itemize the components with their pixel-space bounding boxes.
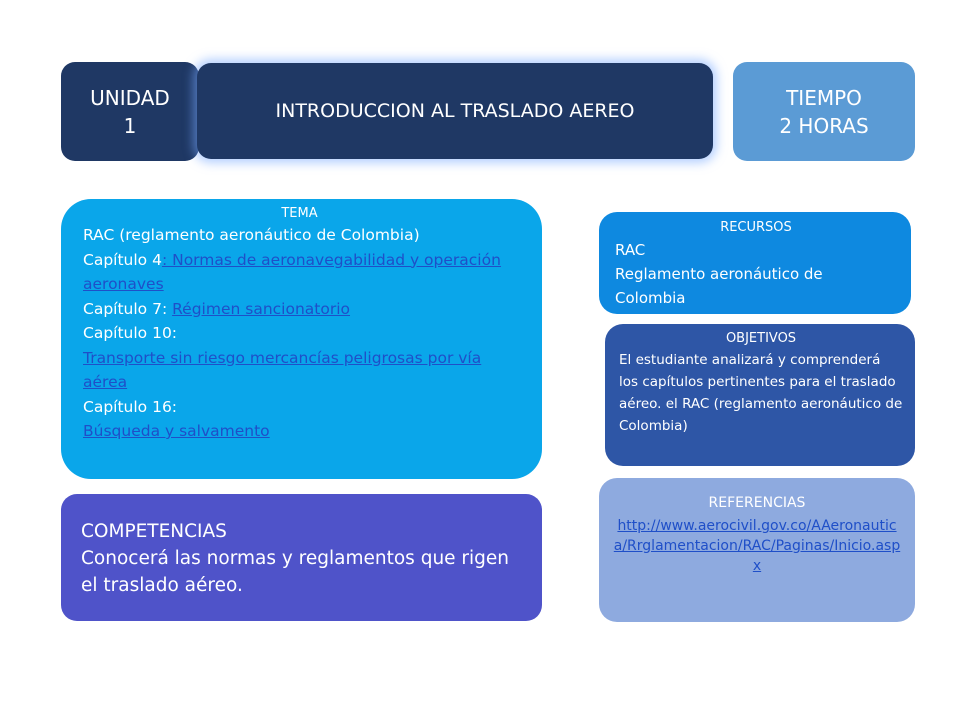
tema-cap7 xyxy=(83,297,516,322)
referencias-heading: REFERENCIAS xyxy=(708,495,806,511)
recursos-item-reglamento: Reglamento aeronáutico de Colombia xyxy=(615,265,823,307)
cap16-link[interactable]: Búsqueda y salvamento xyxy=(83,422,270,440)
tema-box xyxy=(61,199,542,479)
objetivos-text: El estudiante analizará y comprenderá los capítulos pertinentes para el traslado aéreo. el RAC (reglamento aeronáutico de Colombia) xyxy=(619,352,903,434)
tema-rac: RAC (reglamento aeronáutico de Colombia) xyxy=(83,226,420,244)
tiempo-value: 2 HORAS xyxy=(779,113,869,138)
page-title: INTRODUCCION AL TRASLADO AEREO xyxy=(275,100,635,122)
recursos-item-rac: RAC xyxy=(615,241,646,259)
cap10-label: Capítulo 10: xyxy=(83,324,178,342)
competencias-heading: COMPETENCIAS xyxy=(81,521,227,542)
tema-cap4 xyxy=(83,248,516,297)
tiempo-label: TIEMPO xyxy=(786,85,862,110)
objetivos-heading: OBJETIVOS xyxy=(725,331,797,346)
cap7-label: Capítulo 7: xyxy=(83,299,173,318)
unidad-box xyxy=(61,62,199,161)
cap10-link[interactable]: Transporte sin riesgo mercancías peligrosas por vía aérea xyxy=(83,348,482,391)
competencias-text: Conocerá las normas y reglamentos que rigen el traslado aéreo. xyxy=(81,548,510,596)
title-box xyxy=(197,63,713,159)
cap4-label: Capítulo 4 xyxy=(83,250,162,269)
competencias-box xyxy=(61,494,542,621)
recursos-heading: RECURSOS xyxy=(720,220,792,235)
unidad-number: 1 xyxy=(123,113,137,138)
referencias-link[interactable]: http://www.aerocivil.gov.co/AAeronautica/Rrglamentacion/RAC/Paginas/Inicio.aspx xyxy=(613,518,901,574)
recursos-box xyxy=(599,212,911,314)
referencias-box xyxy=(599,478,915,622)
cap7-link[interactable]: Régimen sancionatorio xyxy=(172,299,351,318)
cap16-label: Capítulo 16: xyxy=(83,397,178,416)
tema-heading: TEMA xyxy=(281,206,318,221)
tiempo-box xyxy=(733,62,915,161)
unidad-label: UNIDAD xyxy=(90,85,170,110)
cap4-link[interactable]: : Normas de aeronavegabilidad y operación aeronaves xyxy=(83,250,501,293)
objetivos-box xyxy=(605,324,915,466)
